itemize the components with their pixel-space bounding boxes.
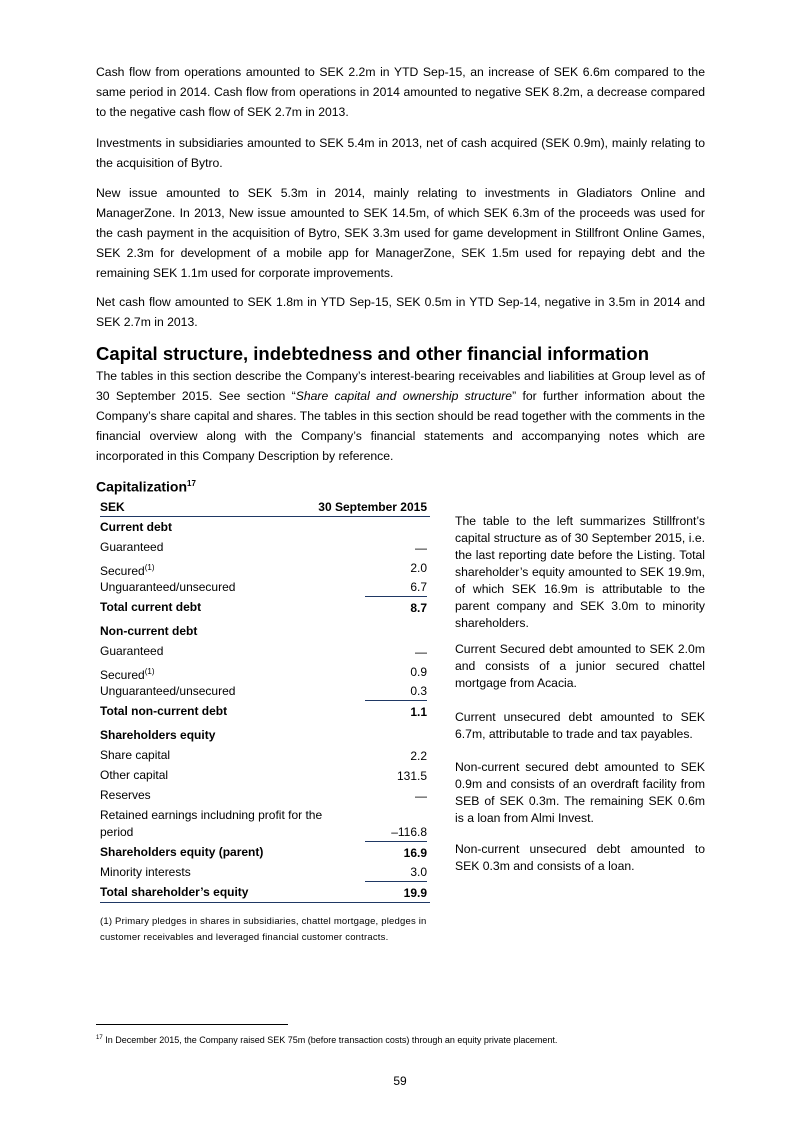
table-row: [100, 745, 430, 765]
row-label: Unguaranteed/unsecured: [100, 684, 236, 698]
row-label: Reserves: [100, 788, 151, 802]
row-value: 1.1: [410, 705, 427, 719]
table-row: [100, 765, 430, 785]
table-row: [100, 577, 430, 597]
table-row-subtotal: [100, 842, 430, 862]
capitalization-title: [96, 474, 196, 497]
row-value: –116.8: [365, 823, 427, 842]
row-label: Minority interests: [100, 865, 191, 879]
row-label: Guaranteed: [100, 644, 164, 658]
row-label: Total current debt: [100, 600, 202, 614]
row-label: Guaranteed: [100, 540, 164, 554]
row-value: 3.0: [365, 863, 427, 882]
table-row: [100, 661, 430, 681]
row-value: 0.9: [410, 665, 427, 679]
footnote-text: In December 2015, the Company raised SEK 75m (before transaction costs) through an equity private placement.: [102, 1035, 558, 1045]
note-ref: (1): [144, 667, 155, 676]
row-value: —: [415, 789, 427, 803]
intro-text-b: ” for further information about the Company’s share capital and shares. The tables in this section should be read together with the comments in the financial overview along with the Company’s financial statements and accompanying notes which are incorporated in this Company Description by reference.: [96, 389, 705, 463]
row-label-text: Secured: [100, 564, 145, 578]
row-label: Current debt: [100, 520, 172, 534]
row-label: Other capital: [100, 768, 169, 782]
row-value: 16.9: [403, 846, 427, 860]
side-note: Non-current secured debt amounted to SEK 0.9m and consists of an overdraft facility from SEB of SEK 0.3m. The remaining SEK 0.6m is a loan from Almi Invest.: [455, 760, 705, 825]
table-row: [100, 557, 430, 577]
header-date: 30 September 2015: [318, 500, 427, 514]
row-label: Unguaranteed/unsecured: [100, 580, 236, 594]
table-row: [100, 805, 430, 842]
table-row: [100, 725, 430, 745]
paragraph-investments: Investments in subsidiaries amounted to SEK 5.4m in 2013, net of cash acquired (SEK 0.9m), mainly relating to the acquisition of Bytro.: [96, 136, 705, 170]
row-value: 6.7: [365, 578, 427, 597]
footnote-ref: 17: [187, 479, 196, 488]
header-label: SEK: [100, 500, 125, 514]
row-label: Share capital: [100, 748, 171, 762]
row-label: Total non-current debt: [100, 704, 228, 718]
row-value: 8.7: [410, 601, 427, 615]
paragraph-cash-flow-operations: Cash flow from operations amounted to SEK 2.2m in YTD Sep-15, an increase of SEK 6.6m compared to the same period in 2014. Cash flow from operations in 2014 amounted to negative SEK 8.2m, a decrease compared to the negative cash flow of SEK 2.7m in 2013.: [96, 65, 705, 119]
side-note: Non-current unsecured debt amounted to SEK 0.3m and consists of a loan.: [455, 842, 705, 873]
table-row: [100, 517, 430, 537]
row-value: 0.3: [365, 682, 427, 701]
table-row-total: [100, 882, 430, 903]
side-note: Current Secured debt amounted to SEK 2.0m and consists of a junior secured chattel mortgage from Acacia.: [455, 642, 705, 690]
side-note: The table to the left summarizes Stillfront’s capital structure as of 30 September 2015, i.e. the last reporting date before the Listing. Total shareholder’s equity amounted to SEK 19.9m, of which SEK 16.9m is attributable to the parent company and SEK 3.0m to minority shareholders.: [455, 514, 705, 630]
table-row: [100, 621, 430, 641]
page-number: 59: [393, 1074, 407, 1088]
row-label: Non-current debt: [100, 624, 198, 638]
table-note: (1) Primary pledges in shares in subsidiaries, chattel mortgage, pledges in customer receivables and leveraged financial customer contracts.: [100, 916, 427, 943]
row-value: —: [415, 645, 427, 659]
row-value: —: [415, 541, 427, 555]
note-ref: (1): [144, 563, 155, 572]
row-value: 2.0: [410, 561, 427, 575]
row-value: 131.5: [396, 769, 427, 783]
table-row: [100, 641, 430, 661]
paragraph-new-issue: New issue amounted to SEK 5.3m in 2014, mainly relating to investments in Gladiators Online and ManagerZone. In 2013, New issue amounted to SEK 14.5m, of which SEK 6.3m of the proceeds was used for the cash payment in the acquisition of Bytro, SEK 3.3m used for game development in Stillfront Online Games, SEK 2.3m for development of a mobile app for ManagerZone, SEK 1.5m used for repaying debt and the remaining SEK 1.1m used for corporate improvements.: [96, 186, 705, 280]
table-row: [100, 785, 430, 805]
footnote: [96, 1032, 557, 1046]
row-label: Retained earnings includning profit for the period: [100, 808, 323, 839]
table-row: [100, 537, 430, 557]
row-label: Shareholders equity (parent): [100, 845, 264, 859]
capitalization-table: [100, 497, 430, 903]
row-label: Shareholders equity: [100, 728, 216, 742]
capitalization-title-text: Capitalization: [96, 478, 188, 495]
paragraph-net-cash-flow: Net cash flow amounted to SEK 1.8m in YTD Sep-15, SEK 0.5m in YTD Sep-14, negative in 3.5m in 2014 and SEK 2.7m in 2013.: [96, 295, 705, 329]
row-value: 19.9: [403, 886, 427, 900]
table-row-total: [100, 597, 430, 617]
table-header: [100, 497, 430, 517]
side-note: Current unsecured debt amounted to SEK 6.7m, attributable to trade and tax payables.: [455, 710, 705, 741]
table-row: [100, 862, 430, 882]
section-intro: [96, 366, 705, 466]
footnote-divider: [96, 1024, 288, 1025]
intro-text-em: Share capital and ownership structure: [295, 389, 513, 403]
row-label-text: Secured: [100, 668, 145, 682]
table-row-total: [100, 701, 430, 721]
section-title: Capital structure, indebtedness and other financial information: [96, 343, 650, 364]
table-row: [100, 681, 430, 701]
row-label: Total shareholder’s equity: [100, 885, 249, 899]
footnote-number: 17: [96, 1035, 103, 1041]
intro-text-a: The tables in this section describe the Company’s interest-bearing receivables and liabilities at Group level as of 30 September 2015. See section “: [96, 369, 705, 403]
row-value: 2.2: [410, 749, 427, 763]
